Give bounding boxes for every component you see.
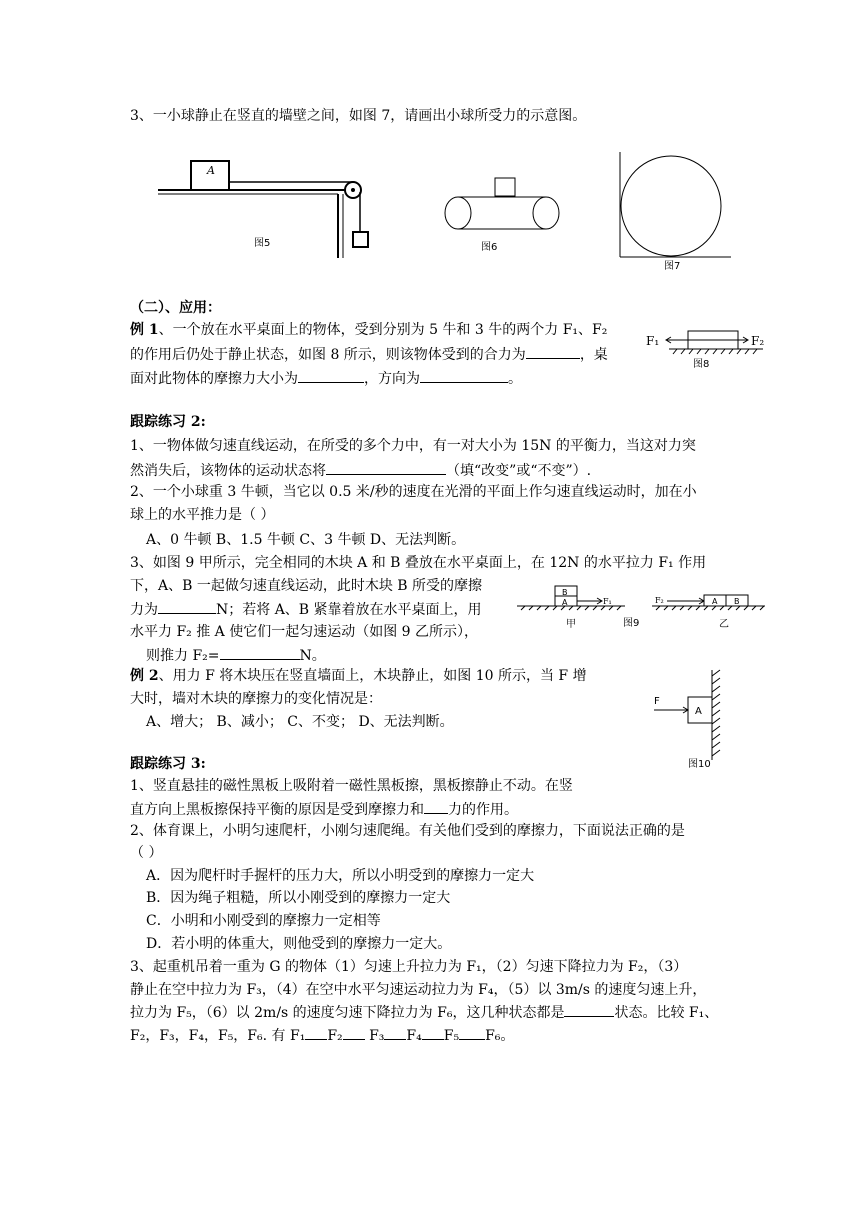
track3-q2-option-d: D．若小明的体重大，则他受到的摩擦力一定大。: [146, 936, 452, 952]
answer-blank[interactable]: [305, 1025, 327, 1040]
track3-q3-f6: F₆。: [485, 1028, 515, 1044]
track3-heading: 跟踪练习 3:: [130, 756, 206, 772]
answer-blank[interactable]: [526, 344, 580, 359]
track2-q2-line1: 2、一个小球重 3 牛顿，当它以 0.5 米/秒的速度在光滑的平面上作匀速直线运动时，加在小: [130, 484, 697, 500]
example1-text: 、一个放在水平桌面上的物体，受到分别为 5 牛和 3 牛的两个力 F₁、F₂: [158, 322, 608, 338]
example1-line1: [130, 320, 607, 340]
track2-q3-line2: 下，A、B 一起做匀速直线运动，此时木块 B 所受的摩擦: [130, 578, 483, 594]
fig8-f2-label: F₂: [751, 334, 765, 348]
track3-q3-line4: [130, 1025, 514, 1046]
example1-line3-end: 。: [508, 371, 522, 387]
track3-q3-f1: F₂，F₃，F₄，F₅，F₆. 有 F₁: [130, 1028, 306, 1044]
example1-line3: [130, 368, 522, 389]
fig5-block-label: A: [207, 164, 215, 177]
answer-blank[interactable]: [220, 645, 300, 660]
fig10-force-label: F: [654, 696, 660, 707]
figure-9: [515, 582, 775, 644]
example1-line2-text: 的作用后仍处于静止状态，如图 8 所示，则该物体受到的合力为: [130, 347, 526, 363]
example2-label: 例 2: [130, 668, 159, 684]
track3-q2-line2: （ ）: [130, 845, 163, 861]
track2-q1-line2: [130, 460, 591, 481]
example1-line3-text: 面对此物体的摩擦力大小为: [130, 371, 298, 387]
track2-q3-line4: 水平力 F₂ 推 A 使它们一起匀速运动（如图 9 乙所示），: [130, 624, 479, 640]
track3-q2-line1: 2、体育课上，小明匀速爬杆，小刚匀速爬绳。有关他们受到的摩擦力，下面说法正确的是: [130, 823, 685, 839]
fig9-f2-label: F₂: [655, 596, 664, 605]
fig9-left-label: 甲: [566, 619, 576, 630]
answer-blank[interactable]: [459, 1025, 485, 1040]
fig10-caption: 图10: [688, 759, 711, 770]
example1-line2-end: ，桌: [579, 347, 608, 363]
track3-q3-line2: 静止在空中拉力为 F₃，（4）在空中水平匀速运动拉力为 F₄，（5）以 3m/s 的速度匀速上升，: [130, 982, 707, 998]
answer-blank[interactable]: [420, 368, 508, 383]
fig6-caption: 图6: [481, 242, 498, 253]
example2-line1: [130, 666, 587, 686]
track3-q1-end: 力的作用。: [448, 802, 518, 818]
track3-q3-compare: 状态。比较 F₁、: [614, 1005, 719, 1021]
track2-q2-line2: 球上的水平推力是（ ）: [130, 507, 275, 523]
q3-intro: 3、一小球静止在竖直的墙壁之间，如图 7，请画出小球所受力的示意图。: [130, 108, 587, 124]
example2-line2: 大时，墙对木块的摩擦力的变化情况是：: [130, 691, 382, 707]
answer-blank[interactable]: [343, 1025, 365, 1040]
track3-q3-line3: [130, 1002, 718, 1023]
fig9-block-b: B: [562, 588, 568, 597]
track2-q3-text: 力为: [130, 602, 158, 618]
example1-line2: [130, 344, 608, 365]
track2-q3-unit: N。: [299, 648, 326, 664]
figure-6: [440, 176, 570, 256]
example2-options: A、增大； B、减小； C、不变； D、无法判断。: [146, 714, 454, 730]
answer-blank[interactable]: [564, 1002, 614, 1017]
track2-q1-line1: 1、一物体做匀速直线运动，在所受的多个力中，有一对大小为 15N 的平衡力，当这对力突: [130, 438, 696, 454]
figure-10: [650, 668, 740, 773]
track2-q3-line3: [130, 599, 482, 620]
fig9-block-a: A: [562, 598, 568, 607]
answer-blank[interactable]: [326, 460, 446, 475]
track2-q3-line1: 3、如图 9 甲所示，完全相同的木块 A 和 B 叠放在水平桌面上，在 12N 的水平拉力 F₁ 作用: [130, 555, 707, 571]
track3-q3-f5: F₅: [443, 1028, 460, 1044]
track3-q3-f2: F₂: [327, 1028, 343, 1044]
track2-q1-end: （填“改变”或“不变”）.: [446, 463, 592, 479]
section-application: （二）、应用：: [130, 300, 221, 316]
answer-blank[interactable]: [158, 599, 216, 614]
fig8-f1-label: F₁: [646, 334, 660, 348]
track2-heading: 跟踪练习 2:: [130, 414, 206, 430]
figure-8: [643, 323, 773, 375]
fig10-block-label: A: [695, 706, 702, 717]
fig8-caption: 图8: [693, 359, 710, 370]
track2-q1-text: 然消失后，该物体的运动状态将: [130, 463, 326, 479]
fig7-caption: 图7: [664, 261, 681, 272]
track3-q2-option-b: B．因为绳子粗糙，所以小刚受到的摩擦力一定大: [146, 890, 451, 906]
track3-q2-option-c: C．小明和小刚受到的摩擦力一定相等: [146, 913, 381, 929]
figure-7: [615, 150, 735, 272]
example1-label: 例 1: [130, 322, 159, 338]
fig9-f1-label: F₁: [603, 597, 612, 606]
track3-q3-text: 拉力为 F₅，（6）以 2m/s 的速度匀速下降拉力为 F₆，这几种状态都是: [130, 1005, 565, 1021]
track3-q3-line1: 3、起重机吊着一重为 G 的物体（1）匀速上升拉力为 F₁，（2）匀速下降拉力为 F₂，（3）: [130, 959, 688, 975]
track3-q1-text: 直方向上黑板擦保持平衡的原因是受到摩擦力和: [130, 802, 424, 818]
track3-q1-line2: [130, 799, 518, 820]
answer-blank[interactable]: [422, 1025, 444, 1040]
example2-text: 、用力 F 将木块压在竖直墙面上，木块静止，如图 10 所示，当 F 增: [158, 668, 587, 684]
example1-line3-mid: ，方向为: [364, 371, 420, 387]
track2-q3-mid: N；若将 A、B 紧靠着放在水平桌面上，用: [216, 602, 482, 618]
track2-q3-push: 则推力 F₂=: [146, 648, 220, 664]
fig9-caption: 图9: [623, 618, 640, 629]
answer-blank[interactable]: [424, 799, 448, 814]
track3-q3-f4: F₄: [406, 1028, 422, 1044]
track2-q3-line5: [146, 645, 326, 666]
figure-5: [155, 158, 385, 260]
track3-q1-line1: 1、竖直悬挂的磁性黑板上吸附着一磁性黑板擦，黑板擦静止不动。在竖: [130, 778, 573, 794]
track2-q2-options: A、0 牛顿 B、1.5 牛顿 C、3 牛顿 D、无法判断。: [146, 532, 466, 548]
answer-blank[interactable]: [384, 1025, 406, 1040]
answer-blank[interactable]: [298, 368, 364, 383]
track3-q2-option-a: A．因为爬杆时手握杆的压力大，所以小明受到的摩擦力一定大: [146, 868, 535, 884]
fig5-caption: 图5: [254, 238, 271, 249]
fig9-push-block-a: A: [712, 597, 718, 606]
fig9-right-label: 乙: [719, 619, 729, 630]
track3-q3-f3: F₃: [364, 1028, 385, 1044]
fig9-push-block-b: B: [734, 597, 740, 606]
